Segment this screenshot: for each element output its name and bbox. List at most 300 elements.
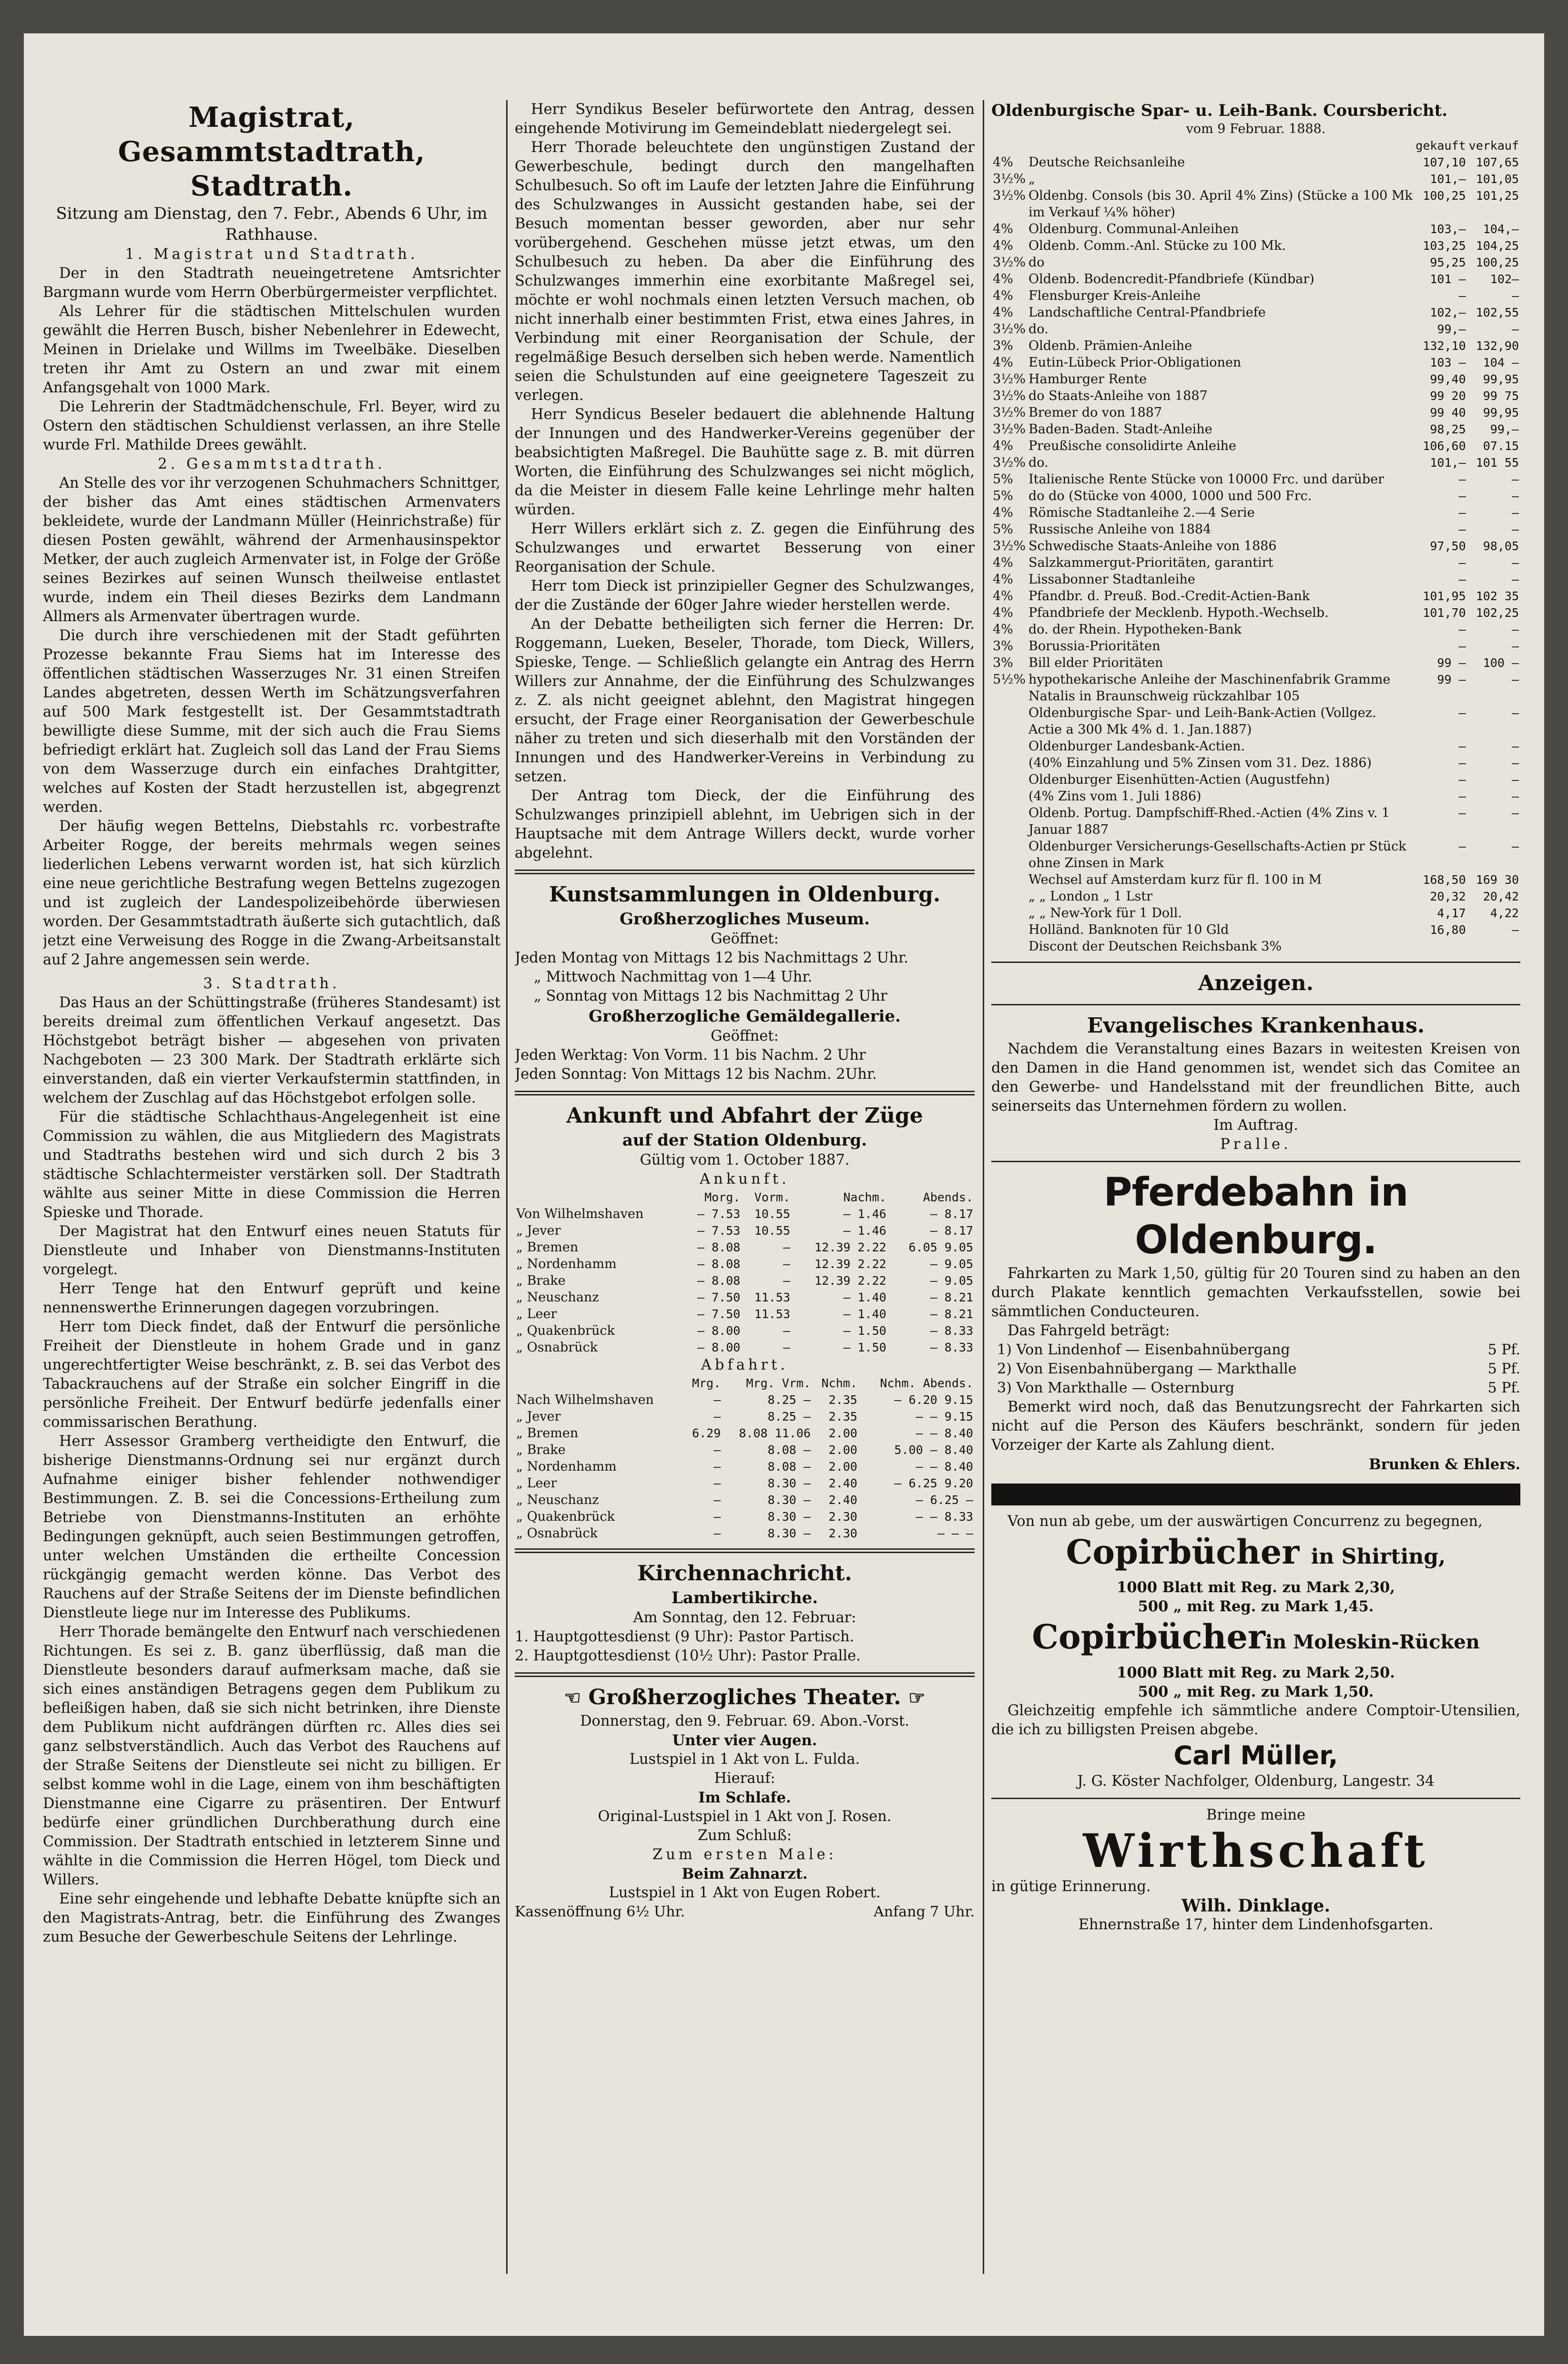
copybook-price: 500 „ mit Reg. zu Mark 1,45. [1138,1598,1374,1615]
church-name: Lambertikirche. [671,1588,818,1607]
table-cell: 3½% [993,255,1026,270]
table-cell: Oldenburg. Communal-Anleihen [1028,222,1239,236]
table-cell: — [1511,789,1519,803]
fare-row [991,1360,1520,1379]
arrival-heading: Ankunft. [700,1171,790,1187]
table-cell: 102 35 [1476,589,1519,603]
table-row [991,538,1520,554]
table-cell: — 9.05 [930,1274,973,1288]
table-row [991,921,1520,938]
paragraph: Herr Syndikus Beseler befürwortete den Antrag, dessen eingehende Motivirung im Gemeindeblatt niedergelegt sei. [515,101,975,137]
table-cell: — [1511,522,1519,536]
table-cell: 101,95 [1423,589,1466,603]
table-cell: — [1511,839,1519,853]
table-cell: — 7.50 [697,1307,741,1321]
table-cell: 104 — [1483,356,1519,369]
table-cell: — [1511,673,1519,686]
table-cell: 4% [993,505,1013,520]
divider [515,870,975,874]
play-title: Im Schlafe. [698,1789,791,1806]
table-cell: Bill elder Prioritäten [1028,655,1163,670]
paragraph: Die durch ihre verschiedenen mit der Stadt geführten Prozesse bekannte Frau Siems hat im Interesse des öffentlichen städtischen Wasserzuges Nr. 31 einen Streifen Landes abgetreten, dessen Werth im Schätzungsverfahren auf 500 Mark festgestellt ist. Der Gesammtstadtrath bewilligte diese Summe, mit der sich auch die Frau Siems befriedigt erklärt hat. Zugleich soll das Land der Frau Siems von dem Wasserzuge durch ein einfaches Drahtgitter, welches auf Kosten der Stadt herzustellen ist, abgegrenzt werden. [43,627,500,816]
table-cell: 4% [993,622,1013,637]
column-right [991,100,1520,2274]
table-header-cell: Abends. [923,1190,973,1204]
table-cell: 107,65 [1476,155,1519,169]
table-cell: — [1511,739,1519,753]
table-cell: — [1511,923,1519,937]
table-cell: 99,40 [1430,372,1466,386]
table-cell: 103,— [1430,222,1466,236]
table-row [991,488,1520,504]
table-cell: — [713,1510,721,1524]
divider [515,1548,975,1553]
table-cell: 8.08 — [767,1443,811,1457]
table-cell: 98,05 [1483,539,1519,553]
table-cell: 103,25 [1423,239,1466,253]
table-cell: 101,05 [1476,172,1519,186]
table-cell: — [713,1393,721,1407]
table-row [991,888,1520,905]
table-cell: 5½% [993,672,1026,687]
table-cell: — 8.21 [930,1307,973,1321]
bank-date: vom 9 Februar. 1888. [1186,122,1326,136]
paragraph: Eine sehr eingehende und lebhafte Debatte knüpfte sich an den Magistrats-Antrag, betr. die Einführung des Zwanges zum Besuche der Gewerbeschule Seitens der Lehrlinge. [43,1891,500,1945]
table-cell: Von Wilhelmshaven [516,1207,644,1221]
paragraph: An Stelle des vor ihr verzogenen Schuhmachers Schnittger, der bisher das Amt eines städtischen Armenvaters bekleidete, wurde der Landmann Müller (Heinrichstraße) für diesen Posten gewählt, während der Armenhausinspektor Metker, der auch zugleich Armenvater ist, in Folge der Größe seines Bezirkes auf seinen Wunsch theilweise entlastet wurde, indem ein Theil dieses Bezirks dem Landmann Allmers als Armenvater übertragen wurde. [43,475,500,625]
table-cell: Landschaftliche Central-Pfandbriefe [1028,305,1266,320]
hospital-ad-auftrag: Im Auftrag. [1213,1117,1298,1134]
trains-title: Ankunft und Abfahrt der Züge [566,1104,923,1128]
table-row [991,521,1520,538]
table-cell: 104,— [1483,222,1519,236]
table-header-row [515,1189,975,1206]
table-header-cell: Nachm. [843,1190,886,1204]
black-bar [991,1484,1520,1505]
theater-title [515,1684,975,1712]
table-cell: 8.30 — [767,1510,811,1524]
table-cell [991,755,1027,771]
table-cell: 101 — [1430,272,1466,286]
table-cell: 4% [993,305,1013,320]
table-cell: 106,60 [1423,439,1466,453]
table-cell: 99 20 [1430,389,1466,403]
copybook-price: 500 „ mit Reg. zu Mark 1,50. [1138,1683,1374,1700]
tavern-address: Ehnernstraße 17, hinter dem Lindenhofsgarten. [1078,1916,1434,1933]
section-heading: 2. Gesammtstadtrath. [158,456,386,472]
table-cell: 2.00 [828,1426,857,1440]
table-cell: 3½% [993,188,1026,203]
table-cell: Hamburger Rente [1028,372,1147,387]
table-cell: 4% [993,572,1013,587]
table-cell: 2.00 [828,1443,857,1457]
table-cell: — 9.05 [930,1257,973,1271]
table-cell: 99,— [1437,322,1466,336]
table-cell: — 6.25 — [916,1493,973,1507]
table-row [991,254,1520,271]
column-rule [506,100,508,2274]
table-row [515,1458,975,1475]
table-cell: 12.39 2.22 [815,1274,886,1288]
table-cell: — [1511,573,1519,586]
table-cell [991,838,1027,871]
table-cell: „ Bremen [516,1240,579,1255]
table-cell [991,871,1027,888]
table-cell: 4% [993,288,1013,303]
table-cell: 3% [993,639,1013,654]
table-cell: 169 30 [1476,873,1519,887]
table-cell: 4% [993,272,1013,287]
table-row [991,354,1520,371]
table-cell: — [1511,322,1519,336]
play-title: Beim Zahnarzt. [682,1865,808,1883]
table-cell: 8.25 — [767,1410,811,1423]
table-row [991,321,1520,338]
table-row [515,1442,975,1458]
table-cell: 107,10 [1423,155,1466,169]
table-cell: 8.08 11.06 [739,1426,811,1440]
paragraph: Herr Syndicus Beseler bedauert die ablehnende Haltung der Innungen und des Handwerker-Vereins gegenüber der beabsichtigten Maßregel. Die Bauhütte sage z. B. mit dürren Worten, die Einführung des Schulzwanges sei nicht möglich, da die Meister in diesem Falle keine Lehrlinge mehr halten würden. [515,406,975,518]
table-cell: 104,25 [1476,239,1519,253]
table-row [991,788,1520,805]
table-row [991,421,1520,438]
fare-route: 3) Von Markthalle — Osternburg [997,1380,1235,1396]
table-header-row [515,1375,975,1392]
theater-date: Donnerstag, den 9. Februar. 69. Abon.-Vorst. [580,1713,909,1730]
table-cell: 3½% [993,172,1026,186]
table-cell: 99,— [1490,422,1519,436]
table-cell: 102,55 [1476,306,1519,319]
copybook-title-sub: in Shirting, [1311,1545,1446,1569]
table-cell: 101,— [1430,456,1466,470]
table-header-cell: Mrg. [692,1376,721,1390]
table-cell: 101,70 [1423,606,1466,620]
horse-tram-title: Pferdebahn in Oldenburg. [1103,1170,1408,1263]
table-cell: — [783,1274,791,1288]
church-title: Kirchennachricht. [637,1561,852,1586]
table-cell: Römische Stadtanleihe 2.—4 Serie [1028,505,1255,520]
table-cell: — [713,1526,721,1540]
table-cell: — 1.46 [843,1224,886,1238]
fare-price: 5 Pf. [1487,1361,1520,1377]
table-cell: „ [1028,172,1036,186]
paragraph: Der Antrag tom Dieck, der die Einführung des Schulzwanges prinzipiell ablehnt, im Uebrigen sich in der Hauptsache mit dem Antrage Willers deckt, wurde vorher abgelehnt. [515,788,975,861]
table-cell: — — 8.40 [916,1426,973,1440]
table-cell: 101,— [1430,172,1466,186]
paragraph: Herr Thorade bemängelte den Entwurf nach verschiedenen Richtungen. Es sei z. B. ganz überflüssig, daß man die Dienstleute besonders darauf aufmerksam mache, daß sie sich eines anständigen Betragens gegen dem Publikum zu befleißigen haben, daß sie sich nicht betrinken, ihre Dienste dem Publikum nicht aufdrängen dürften rc. Alles dies sei ganz selbstverständlich. Auch das Verbot des Rauchens auf der Straße Seitens der Dienstleute sei nicht zu billigen. Er selbst komme wohl in die Lage, einem von ihm beschäftigten Dienstmanne eine Cigarre zu präsentiren. Der Entwurf bedürfe einer gründlichen Durchberathung durch eine Commission. Der Stadtrath entschied in letzterem Sinne und wählte in die Commission die Herren Högel, tom Dieck und Willers. [43,1624,500,1888]
table-cell: Nach Wilhelmshaven [516,1392,654,1407]
table-cell: 6.29 [692,1426,721,1440]
gallery-hours: Jeden Werktag: Von Vorm. 11 bis Nachm. 2 Uhr [515,1047,866,1064]
table-row [991,871,1520,888]
table-cell: 101,25 [1476,189,1519,203]
table-cell: 2.40 [828,1493,857,1507]
horse-tram-signature: Brunken & Ehlers. [1369,1456,1520,1473]
table-cell: — [1511,506,1519,520]
table-row [991,371,1520,388]
table-cell: Bremer do von 1887 [1028,405,1162,420]
table-cell: — [1458,756,1466,770]
paragraph: Herr Thorade beleuchtete den ungünstigen Zustand der Gewerbeschule, bedingt durch den mangelhaften Schulbesuch. So oft im Laufe der letzten Jahre die Einführung des Schulzwanges in Aussicht gestanden habe, sei der Besuch momentan besser geworden, aber nur sehr vorübergehend. Geschehen müsse jetzt etwas, um den Schulbesuch zu heben. Da aber die Einführung des Schulzwanges immerhin eine exorbitante Maßregel sei, möchte er wohl nochmals einen letzten Versuch machen, ob nicht innerhalb einer bestimmten Frist, etwa eines Jahres, in Verbindung mit einer Reorganisation der Schule, der regelmäßige Besuch derselben sich heben werde. Namentlich seien die Schulstunden auf eine geeignetere Tageszeit zu verlegen. [515,139,975,404]
table-header-cell [515,1375,684,1392]
table-cell: Pfandbriefe der Mecklenb. Hypoth.-Wechselb. [1028,605,1329,620]
table-cell: 5% [993,522,1013,537]
table-cell: do do (Stücke von 4000, 1000 und 500 Frc. [1028,489,1312,503]
theater-connector: Hierauf: [714,1770,775,1787]
divider [991,1161,1520,1162]
horse-tram-fare-label: Das Fahrgeld beträgt: [1008,1322,1170,1339]
table-row [991,287,1520,304]
table-cell: do. [1028,322,1049,337]
table-cell: 3½% [993,372,1026,387]
table-cell: do. der Rhein. Hypotheken-Bank [1028,622,1242,637]
hospital-ad-text: Nachdem die Veranstaltung eines Bazars in weitesten Kreisen von den Damen in die Hand genommen ist, wendet sich das Comitee an den Gewerbe- und Handelsstand mit der freundlichen Bitte, auch seinerseits das Unternehmen fördern zu wollen. [991,1041,1520,1115]
table-cell: „ Nordenhamm [516,1257,617,1271]
table-cell: 4% [993,355,1013,370]
table-cell: Eutin-Lübeck Prior-Obligationen [1028,355,1242,370]
table-header-cell: gekauft [1415,139,1466,153]
paragraph: Herr Willers erklärt sich z. Z. gegen die Einführung des Schulzwanges und erwartet Besserung von einer Reorganisation der Schule. [515,521,975,575]
table-cell: Holländ. Banknoten für 10 Gld [1028,922,1229,937]
section-heading: 3. Stadtrath. [203,975,340,992]
table-cell: — [1458,706,1466,720]
table-row [515,1289,975,1306]
play-title: Unter vier Augen. [672,1732,817,1749]
table-cell: 2.30 [828,1510,857,1524]
table-cell [991,771,1027,788]
hospital-ad-title: Evangelisches Krankenhaus. [1087,1013,1425,1038]
table-row [991,388,1520,404]
table-row [515,1339,975,1356]
section-heading: 1. Magistrat und Stadtrath. [125,246,418,263]
table-cell: Wechsel auf Amsterdam kurz für fl. 100 in M [1028,872,1322,887]
table-row [991,738,1520,755]
table-cell: 12.39 2.22 [815,1257,886,1271]
table-row [991,154,1520,171]
table-cell: Oldenb. Prämien-Anleihe [1028,338,1192,353]
column-rule [983,100,984,2274]
column-middle [515,100,975,2274]
table-cell: — [713,1443,721,1457]
table-cell: 97,50 [1430,539,1466,553]
table-cell: „ Quakenbrück [516,1509,615,1524]
table-cell: 07.15 [1483,439,1519,453]
table-row [515,1425,975,1442]
table-cell: — [783,1341,791,1354]
table-cell: „ Osnabrück [516,1526,598,1541]
paragraph: Herr tom Dieck ist prinzipieller Gegner des Schulzwanges, der die Zustände der 60ger Jahre wieder herstellen werde. [515,578,975,614]
paragraph: Der Magistrat hat den Entwurf eines neuen Statuts für Dienstleute und Inhaber von Dienstmanns-Instituten vorgelegt. [43,1223,500,1278]
table-cell: — 8.21 [930,1290,973,1304]
divider [991,1004,1520,1005]
table-cell: Preußische consolidirte Anleihe [1028,439,1236,453]
table-cell [991,805,1027,838]
theater-title-text: Großherzogliches Theater. [588,1685,901,1709]
table-cell: Discont der Deutschen Reichsbank 3% [1028,939,1282,954]
table-cell: — 8.00 [697,1324,741,1338]
table-cell: — [1511,756,1519,770]
table-cell: — 8.17 [930,1207,973,1221]
paragraph: Herr Assessor Gramberg vertheidigte den Entwurf, die bisherige Dienstmanns-Ordnung sei nur ergänzt durch Aufnahme einiger bisher fehlender nothwendiger Bestimmungen. Z. B. sei die Concessions-Ertheilung zum Betriebe von Dienstmanns-Instituten an erhöhte Bedingungen geknüpft, auch seien Bestimmungen getroffen, unter welchen Umständen die ertheilte Concession rückgängig gemacht werden könne. Das Verbot des Rauchens auf der Straße Seitens der im Dienste befindlichen Dienstleute liege nur im Interesse des Publikums. [43,1433,500,1621]
table-cell: 99 40 [1430,406,1466,420]
paragraph: Herr Tenge hat den Entwurf geprüft und keine nennenswerthe Erinnerungen dagegen vorzubringen. [43,1280,500,1316]
table-cell: „ Leer [516,1307,557,1321]
council-title: Magistrat, Gesammtstadtrath, Stadtrath. [118,101,426,202]
paragraph: Als Lehrer für die städtischen Mittelschulen wurden gewählt die Herren Busch, bisher Nebenlehrer in Edewecht, Meinen in Drielake und Willms im Tweelbäke. Dieselben treten ihr Amt zu Ostern an und zwar mit einem Anfangsgehalt von 1000 Mark. [43,303,500,396]
table-cell: 10.55 [754,1207,791,1221]
table-cell: — [1511,773,1519,787]
table-row [515,1475,975,1492]
table-cell: Oldenb. Comm.-Anl. Stücke zu 100 Mk. [1028,238,1286,253]
table-row [515,1508,975,1525]
table-row [991,554,1520,571]
table-cell: — 1.46 [843,1207,886,1221]
tavern-title: Wirthschaft [1083,1824,1429,1878]
table-cell: 100 — [1483,656,1519,670]
service-line: 1. Hauptgottesdienst (9 Uhr): Pastor Partisch. [515,1628,855,1645]
table-cell: — [1458,839,1466,853]
table-cell: „ Brake [516,1443,566,1457]
table-cell [991,905,1027,921]
table-cell: „ Osnabrück [516,1340,598,1355]
newspaper-page [24,33,1544,2336]
fare-row [991,1379,1520,1398]
table-cell: 132,10 [1423,339,1466,353]
departure-heading: Abfahrt. [701,1357,789,1373]
table-cell: 99 — [1437,656,1466,670]
table-cell: 11.53 [754,1290,791,1304]
table-cell: Oldenb. Bodencredit-Pfandbriefe (Kündbar) [1028,272,1314,287]
paragraph: Der in den Stadtrath neueingetretene Amtsrichter Bargmann wurde vom Herrn Oberbürgermeister verpflichtet. [43,265,500,301]
copybook-title [991,1531,1520,1578]
table-row [991,271,1520,287]
table-cell: 3½% [993,322,1026,337]
table-cell: „ Quakenbrück [516,1323,615,1338]
play-subtitle: Original-Lustspiel in 1 Akt von J. Rosen. [598,1808,892,1825]
table-row [515,1256,975,1272]
table-row [515,1206,975,1222]
table-cell: Deutsche Reichsanleihe [1028,155,1185,170]
table-cell: Oldenburgische Spar- und Leih-Bank-Actien (Vollgez. Actie a 300 Mk 4% d. 1. Jan.1887) [1028,706,1376,737]
table-row [991,705,1520,738]
table-cell [991,938,1027,955]
table-cell: 4,22 [1490,906,1519,920]
table-cell: 2.30 [828,1526,857,1540]
table-cell: — [713,1476,721,1490]
copybook-firm: Carl Müller, [1173,1740,1338,1770]
table-cell: — [713,1493,721,1507]
table-row [991,171,1520,187]
divider [991,962,1520,963]
table-cell: — [1511,706,1519,720]
paragraph: Das Haus an der Schüttingstraße (früheres Standesamt) ist bereits dreimal zum öffentlichen Verkauf angesetzt. Das Höchstgebot beträgt bisher — abgesehen von privaten Nachgeboten — 23 300 Mark. Der Stadtrath erklärte sich einverstanden, daß ein vierter Verkaufstermin stattfinden, in welchem der Zuschlag auf das Höchstgebot erfolgen solle. [43,994,500,1106]
tavern-intro: Bringe meine [1206,1807,1306,1823]
table-cell: Oldenb. Portug. Dampfschiff-Rhed.-Actien (4% Zins v. 1 Januar 1887 [1028,806,1390,837]
table-cell: (4% Zins vom 1. Juli 1886) [1028,789,1201,804]
table-cell: 2.00 [828,1460,857,1474]
table-cell: — 8.33 [930,1341,973,1354]
table-cell: 4% [993,222,1013,236]
table-row [515,1492,975,1508]
church-date: Am Sonntag, den 12. Februar: [633,1609,856,1626]
table-cell: 8.30 — [767,1476,811,1490]
table-cell: 101 55 [1476,456,1519,470]
table-cell: Italienische Rente Stücke von 10000 Frc. und darüber [1028,472,1385,487]
table-cell: do. [1028,455,1049,470]
paragraph: Für die städtische Schlachthaus-Angelegenheit ist eine Commission zu wählen, die aus Mitgliedern des Magistrats und Stadtraths bestehen wird und sich durch 2 bis 3 städtische Schlachtermeister verstärken soll. Der Stadtrath wählte aus seiner Mitte in diese Commission die Herren Spieske und Thorade. [43,1109,500,1221]
table-row [991,454,1520,471]
table-cell: 3% [993,338,1013,353]
table-cell: 5% [993,489,1013,503]
table-cell: — — — [937,1526,973,1540]
table-cell: — [1458,522,1466,536]
opening-label: Geöffnet: [711,1028,779,1044]
validity-line: Gültig vom 1. October 1887. [640,1152,850,1168]
table-cell: „ Brake [516,1273,566,1288]
table-cell: 8.25 — [767,1393,811,1407]
table-cell: — 1.50 [843,1341,886,1354]
ads-title: Anzeigen. [1198,971,1313,995]
fare-price: 5 Pf. [1487,1380,1520,1396]
copybook-title-main: Copirbücher [1032,1617,1265,1657]
table-cell: 4% [993,555,1013,570]
table-row [991,438,1520,454]
copybook-address: J. G. Köster Nachfolger, Oldenburg, Langestr. 34 [1077,1773,1435,1790]
arrival-table [515,1189,975,1356]
table-cell: Baden-Baden. Stadt-Anleihe [1028,422,1212,437]
table-cell: — [783,1257,791,1271]
table-cell: 3½% [993,389,1026,403]
table-cell: — 8.00 [697,1341,741,1354]
horse-tram-note: Bemerkt wird noch, daß das Benutzungsrecht der Fahrkarten sich nicht auf die Person des Käufers beschränkt, sondern für jeden Vorzeiger der Karte als Zahlung dient. [991,1399,1520,1453]
table-row [515,1525,975,1542]
table-header-cell [515,1189,682,1206]
table-cell: „ Neuschanz [516,1493,599,1507]
table-cell [991,788,1027,805]
table-row [991,604,1520,621]
table-row [991,805,1520,838]
art-collections-title: Kunstsammlungen in Oldenburg. [549,882,941,907]
table-cell: — [1458,289,1466,303]
table-cell: — [1458,639,1466,653]
table-cell: — 8.08 [697,1240,741,1254]
table-cell: — [1511,639,1519,653]
exchange-rates-table [991,137,1520,955]
table-cell: 102,25 [1476,606,1519,620]
table-cell: 5.00 — 8.40 [894,1443,973,1457]
museum-hours: „ Mittwoch Nachmittag von 1—4 Uhr. [534,969,813,985]
table-cell: — 1.40 [843,1307,886,1321]
table-cell: 95,25 [1430,256,1466,269]
departure-table [515,1375,975,1542]
table-cell: 99,95 [1483,372,1519,386]
table-cell: 8.08 — [767,1460,811,1474]
table-cell: hypothekarische Anleihe der Maschinenfabrik Gramme Natalis in Braunschweig rückzahlbar 105 [1028,672,1391,704]
table-cell: 2.40 [828,1476,857,1490]
table-row [991,838,1520,871]
table-row [515,1222,975,1239]
station-heading: auf der Station Oldenburg. [622,1131,867,1150]
copybook-title-sub: in Moleskin-Rücken [1265,1631,1480,1653]
tavern-remember: in gütige Erinnerung. [991,1878,1151,1895]
table-row [991,504,1520,521]
table-cell: 6.05 9.05 [908,1240,973,1254]
table-cell: Russische Anleihe von 1884 [1028,522,1212,537]
table-cell: — [783,1240,791,1254]
theater-connector: Zum Schluß: [697,1827,792,1844]
table-cell: — [1458,472,1466,486]
table-cell: — [1458,506,1466,520]
